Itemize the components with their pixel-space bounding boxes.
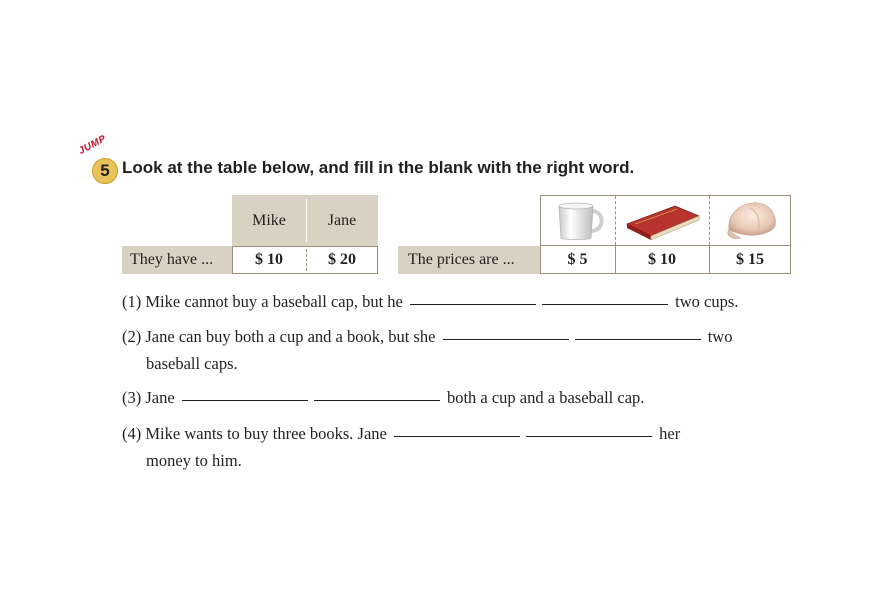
price-cap: $ 15 — [736, 251, 764, 268]
answer-blank[interactable] — [526, 435, 652, 437]
answer-blank[interactable] — [314, 399, 440, 401]
question-2-continuation: baseball caps. — [146, 354, 238, 373]
jump-label: JUMP — [76, 133, 109, 157]
question-1 — [122, 292, 738, 312]
question-number: (4) — [122, 424, 142, 443]
exercise-number: 5 — [92, 158, 118, 184]
price-book: $ 10 — [648, 251, 676, 268]
exercise-badge — [76, 133, 126, 188]
item-divider — [709, 196, 710, 245]
question-text-after: two cups. — [675, 292, 739, 311]
answer-blank[interactable] — [443, 338, 569, 340]
question-number: (2) — [122, 327, 142, 346]
question-text-after: two — [707, 327, 733, 346]
amount-jane: $ 20 — [328, 251, 356, 268]
answer-blank[interactable] — [410, 303, 536, 305]
answer-blank[interactable] — [394, 435, 520, 437]
question-3 — [122, 388, 644, 408]
question-text-before: Mike cannot buy a baseball cap, but he — [145, 292, 403, 311]
answer-blank[interactable] — [182, 399, 308, 401]
question-text-after: both a cup and a baseball cap. — [446, 388, 645, 407]
prices-label: The prices are ... — [398, 246, 540, 274]
question-text-after: her — [659, 424, 681, 443]
book-icon — [625, 202, 701, 240]
name-jane: Jane — [327, 211, 357, 229]
amount-mike: $ 10 — [255, 251, 283, 268]
name-mike: Mike — [252, 211, 286, 229]
question-text-before: Jane can buy both a cup and a book, but she — [145, 327, 436, 346]
question-4-continuation: money to him. — [146, 451, 242, 470]
question-text-before: Mike wants to buy three books. Jane — [145, 424, 387, 443]
price-cup: $ 5 — [567, 251, 588, 268]
instruction-text: Look at the table below, and fill in the blank with the right word. — [122, 158, 635, 177]
answer-blank[interactable] — [542, 303, 668, 305]
question-4 — [122, 424, 680, 444]
item-divider — [615, 196, 616, 245]
question-number: (1) — [122, 292, 142, 311]
cup-icon — [555, 201, 605, 241]
items-box — [540, 195, 791, 246]
question-number: (3) — [122, 388, 142, 407]
question-2 — [122, 327, 732, 347]
they-have-label: They have ... — [122, 246, 232, 274]
question-text-before: Jane — [145, 388, 175, 407]
baseball-cap-icon — [721, 200, 781, 242]
answer-blank[interactable] — [575, 338, 701, 340]
